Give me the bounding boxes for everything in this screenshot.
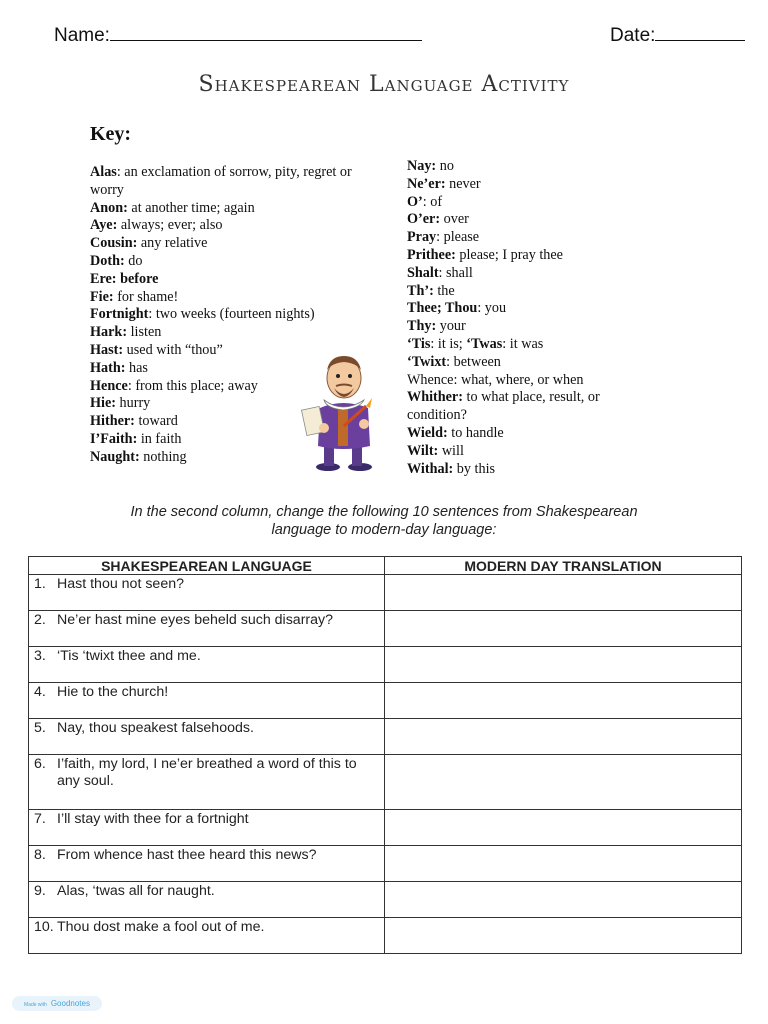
table-row [29, 683, 742, 719]
key-entry [407, 158, 632, 176]
key-term: Pray [407, 229, 437, 246]
shakespearean-sentence-cell [29, 719, 385, 755]
key-entry [90, 289, 365, 307]
key-entry [90, 324, 365, 342]
table-row [29, 575, 742, 611]
key-term: Hence [90, 377, 128, 394]
key-entry [407, 247, 632, 265]
modern-translation-cell[interactable] [385, 846, 742, 882]
key-right-column [407, 158, 632, 478]
key-entry [407, 300, 632, 318]
sentence-text: Alas, ‘twas all for naught. [57, 883, 215, 899]
sentence-number: 8. [34, 847, 46, 863]
sentence-number: 9. [34, 883, 46, 899]
badge-brand: Goodnotes [50, 999, 90, 1008]
key-entry [407, 443, 632, 461]
key-definition: used with “thou” [123, 341, 223, 358]
modern-translation-cell[interactable] [385, 810, 742, 846]
key-entry [407, 265, 632, 283]
key-entry [407, 283, 632, 301]
key-definition: : two weeks (fourteen nights) [148, 306, 315, 323]
key-entry [90, 253, 365, 271]
translation-table [28, 556, 742, 954]
key-term: Ne’er: [407, 175, 446, 192]
key-definition: hurry [116, 395, 151, 412]
key-term: Cousin: [90, 235, 138, 252]
key-definition: always; ever; also [117, 217, 223, 234]
key-entry [407, 194, 632, 212]
sentence-text: Ne’er hast mine eyes beheld such disarray? [57, 612, 334, 628]
key-heading: Key: [90, 123, 132, 145]
instructions [0, 503, 768, 539]
key-definition: Whence: what, where, or when [407, 371, 584, 388]
sentence-number: 5. [34, 720, 46, 736]
instructions-line-1: In the second column, change the following 10 sentences from Shakespearean [130, 504, 638, 520]
key-definition: in faith [137, 430, 182, 447]
key-definition: : shall [438, 264, 473, 281]
shakespearean-sentence-cell [29, 810, 385, 846]
sentence-text: I’faith, my lord, I ne’er breathed a word of this to any soul. [57, 756, 357, 789]
sentence-number: 1. [34, 576, 46, 592]
key-definition: : you [477, 300, 507, 317]
key-entry [90, 235, 365, 253]
shakespearean-sentence-cell [29, 846, 385, 882]
modern-translation-cell[interactable] [385, 918, 742, 954]
sentence-number: 7. [34, 811, 46, 827]
key-definition: over [440, 211, 469, 228]
key-term: Alas [90, 164, 117, 180]
key-entry [90, 200, 365, 218]
modern-translation-cell[interactable] [385, 647, 742, 683]
key-entry [407, 229, 632, 247]
name-blank-line[interactable] [110, 24, 422, 41]
key-definition: : between [446, 353, 501, 370]
table-row [29, 755, 742, 810]
modern-translation-cell[interactable] [385, 882, 742, 918]
shakespearean-sentence-cell [29, 647, 385, 683]
sentence-text: ‘Tis ‘twixt thee and me. [57, 648, 201, 664]
sentence-text: Hie to the church! [57, 684, 169, 700]
key-term: ‘Twixt [407, 353, 447, 370]
key-entry [407, 425, 632, 443]
key-definition: listen [127, 324, 162, 341]
table-header-row [29, 557, 742, 575]
key-entry [407, 389, 632, 425]
key-definition: please; I pray thee [455, 246, 563, 263]
key-term: Hast: [90, 341, 124, 358]
key-term: Hath: [90, 359, 126, 376]
key-definition: by this [453, 460, 496, 477]
shakespearean-sentence-cell [29, 882, 385, 918]
table-row [29, 882, 742, 918]
sentence-number: 3. [34, 648, 46, 664]
key-term: O’ [407, 193, 423, 210]
shakespearean-sentence-cell [29, 611, 385, 647]
modern-translation-cell[interactable] [385, 611, 742, 647]
table-row [29, 846, 742, 882]
key-definition: never [445, 175, 481, 192]
table-row [29, 647, 742, 683]
date-blank-line[interactable] [655, 24, 745, 41]
sentence-text: Nay, thou speakest falsehoods. [57, 720, 254, 736]
key-term: Fortnight [90, 306, 149, 323]
modern-translation-cell[interactable] [385, 575, 742, 611]
key-term: Hie: [90, 395, 116, 412]
key-term: Thy: [407, 318, 437, 335]
modern-translation-cell[interactable] [385, 683, 742, 719]
key-term: Doth: [90, 252, 125, 269]
sentence-text: From whence hast thee heard this news? [57, 847, 317, 863]
column-header-modern: MODERN DAY TRANSLATION [385, 557, 742, 575]
key-definition: any relative [137, 235, 208, 252]
key-definition: your [436, 318, 466, 335]
table-row [29, 918, 742, 954]
key-entry [407, 211, 632, 229]
key-definition: to handle [447, 424, 504, 441]
key-term: Thee; Thou [407, 300, 478, 317]
key-entry [90, 306, 365, 324]
shakespearean-sentence-cell [29, 755, 385, 810]
sentence-text: Thou dost make a fool out of me. [57, 919, 265, 935]
shakespearean-sentence-cell [29, 575, 385, 611]
table-row [29, 810, 742, 846]
key-term: Shalt [407, 264, 439, 281]
key-term: Nay: [407, 158, 437, 174]
key-definition: for shame! [113, 288, 179, 305]
sentence-number: 4. [34, 684, 46, 700]
table-row [29, 719, 742, 755]
key-definition: : from this place; away [127, 377, 258, 394]
key-definition: : it was [502, 335, 544, 352]
page-title: Shakespearean Language Activity [198, 72, 570, 97]
key-definition: to what place, result, or condition? [407, 389, 600, 424]
shakespearean-sentence-cell [29, 683, 385, 719]
key-entry [407, 318, 632, 336]
shakespearean-sentence-cell [29, 918, 385, 954]
sentence-number: 10. [34, 919, 54, 935]
column-header-shakespearean: SHAKESPEAREAN LANGUAGE [29, 557, 385, 575]
key-definition: has [125, 359, 148, 376]
sentence-text: Hast thou not seen? [57, 576, 184, 592]
date-label: Date: [610, 25, 656, 46]
key-term: Hither: [90, 413, 135, 430]
goodnotes-badge [12, 996, 102, 1011]
name-label: Name: [54, 25, 110, 46]
modern-translation-cell[interactable] [385, 719, 742, 755]
key-definition: : an exclamation of sorrow, pity, regret or worry [90, 164, 352, 198]
key-definition: no [436, 158, 454, 174]
key-term: Whither: [407, 389, 463, 406]
badge-prefix: Made with [24, 1002, 47, 1008]
modern-translation-cell[interactable] [385, 755, 742, 810]
table-row [29, 611, 742, 647]
key-term: Fie: [90, 288, 114, 305]
key-term: ‘Tis [407, 335, 431, 352]
key-definition: : please [436, 229, 480, 246]
key-term: Aye: [90, 217, 118, 234]
key-term: Naught: [90, 448, 140, 465]
key-entry [407, 336, 632, 354]
key-term: ‘Twas [466, 335, 503, 352]
key-definition: nothing [139, 448, 187, 465]
key-definition: : of [422, 193, 443, 210]
key-entry [90, 217, 365, 235]
key-definition: the [433, 282, 455, 299]
key-definition: : it is; [430, 335, 467, 352]
key-entry [90, 271, 365, 289]
shakespeare-illustration [300, 350, 386, 472]
key-term: Anon: [90, 199, 128, 216]
key-definition: at another time; again [127, 199, 255, 216]
sentence-number: 6. [34, 756, 46, 772]
key-definition: toward [134, 413, 178, 430]
key-definition: do [124, 252, 143, 269]
key-definition: will [438, 442, 464, 459]
key-term: O’er: [407, 211, 441, 228]
key-entry [90, 164, 365, 200]
key-term: Hark: [90, 324, 128, 341]
key-term: Wilt: [407, 442, 439, 459]
key-entry [407, 372, 632, 390]
key-entry [407, 176, 632, 194]
sentence-number: 2. [34, 612, 46, 628]
name-field[interactable] [54, 24, 422, 47]
date-field[interactable] [610, 24, 745, 47]
key-term: Ere: before [90, 270, 159, 287]
sentence-text: I’ll stay with thee for a fortnight [57, 811, 249, 827]
key-term: Wield: [407, 424, 448, 441]
key-entry [407, 354, 632, 372]
instructions-line-2: language to modern-day language: [271, 522, 497, 538]
key-term: I’Faith: [90, 430, 138, 447]
key-term: Prithee: [407, 246, 456, 263]
key-entry [407, 461, 632, 479]
key-term: Withal: [407, 460, 454, 477]
key-term: Th’: [407, 282, 434, 299]
